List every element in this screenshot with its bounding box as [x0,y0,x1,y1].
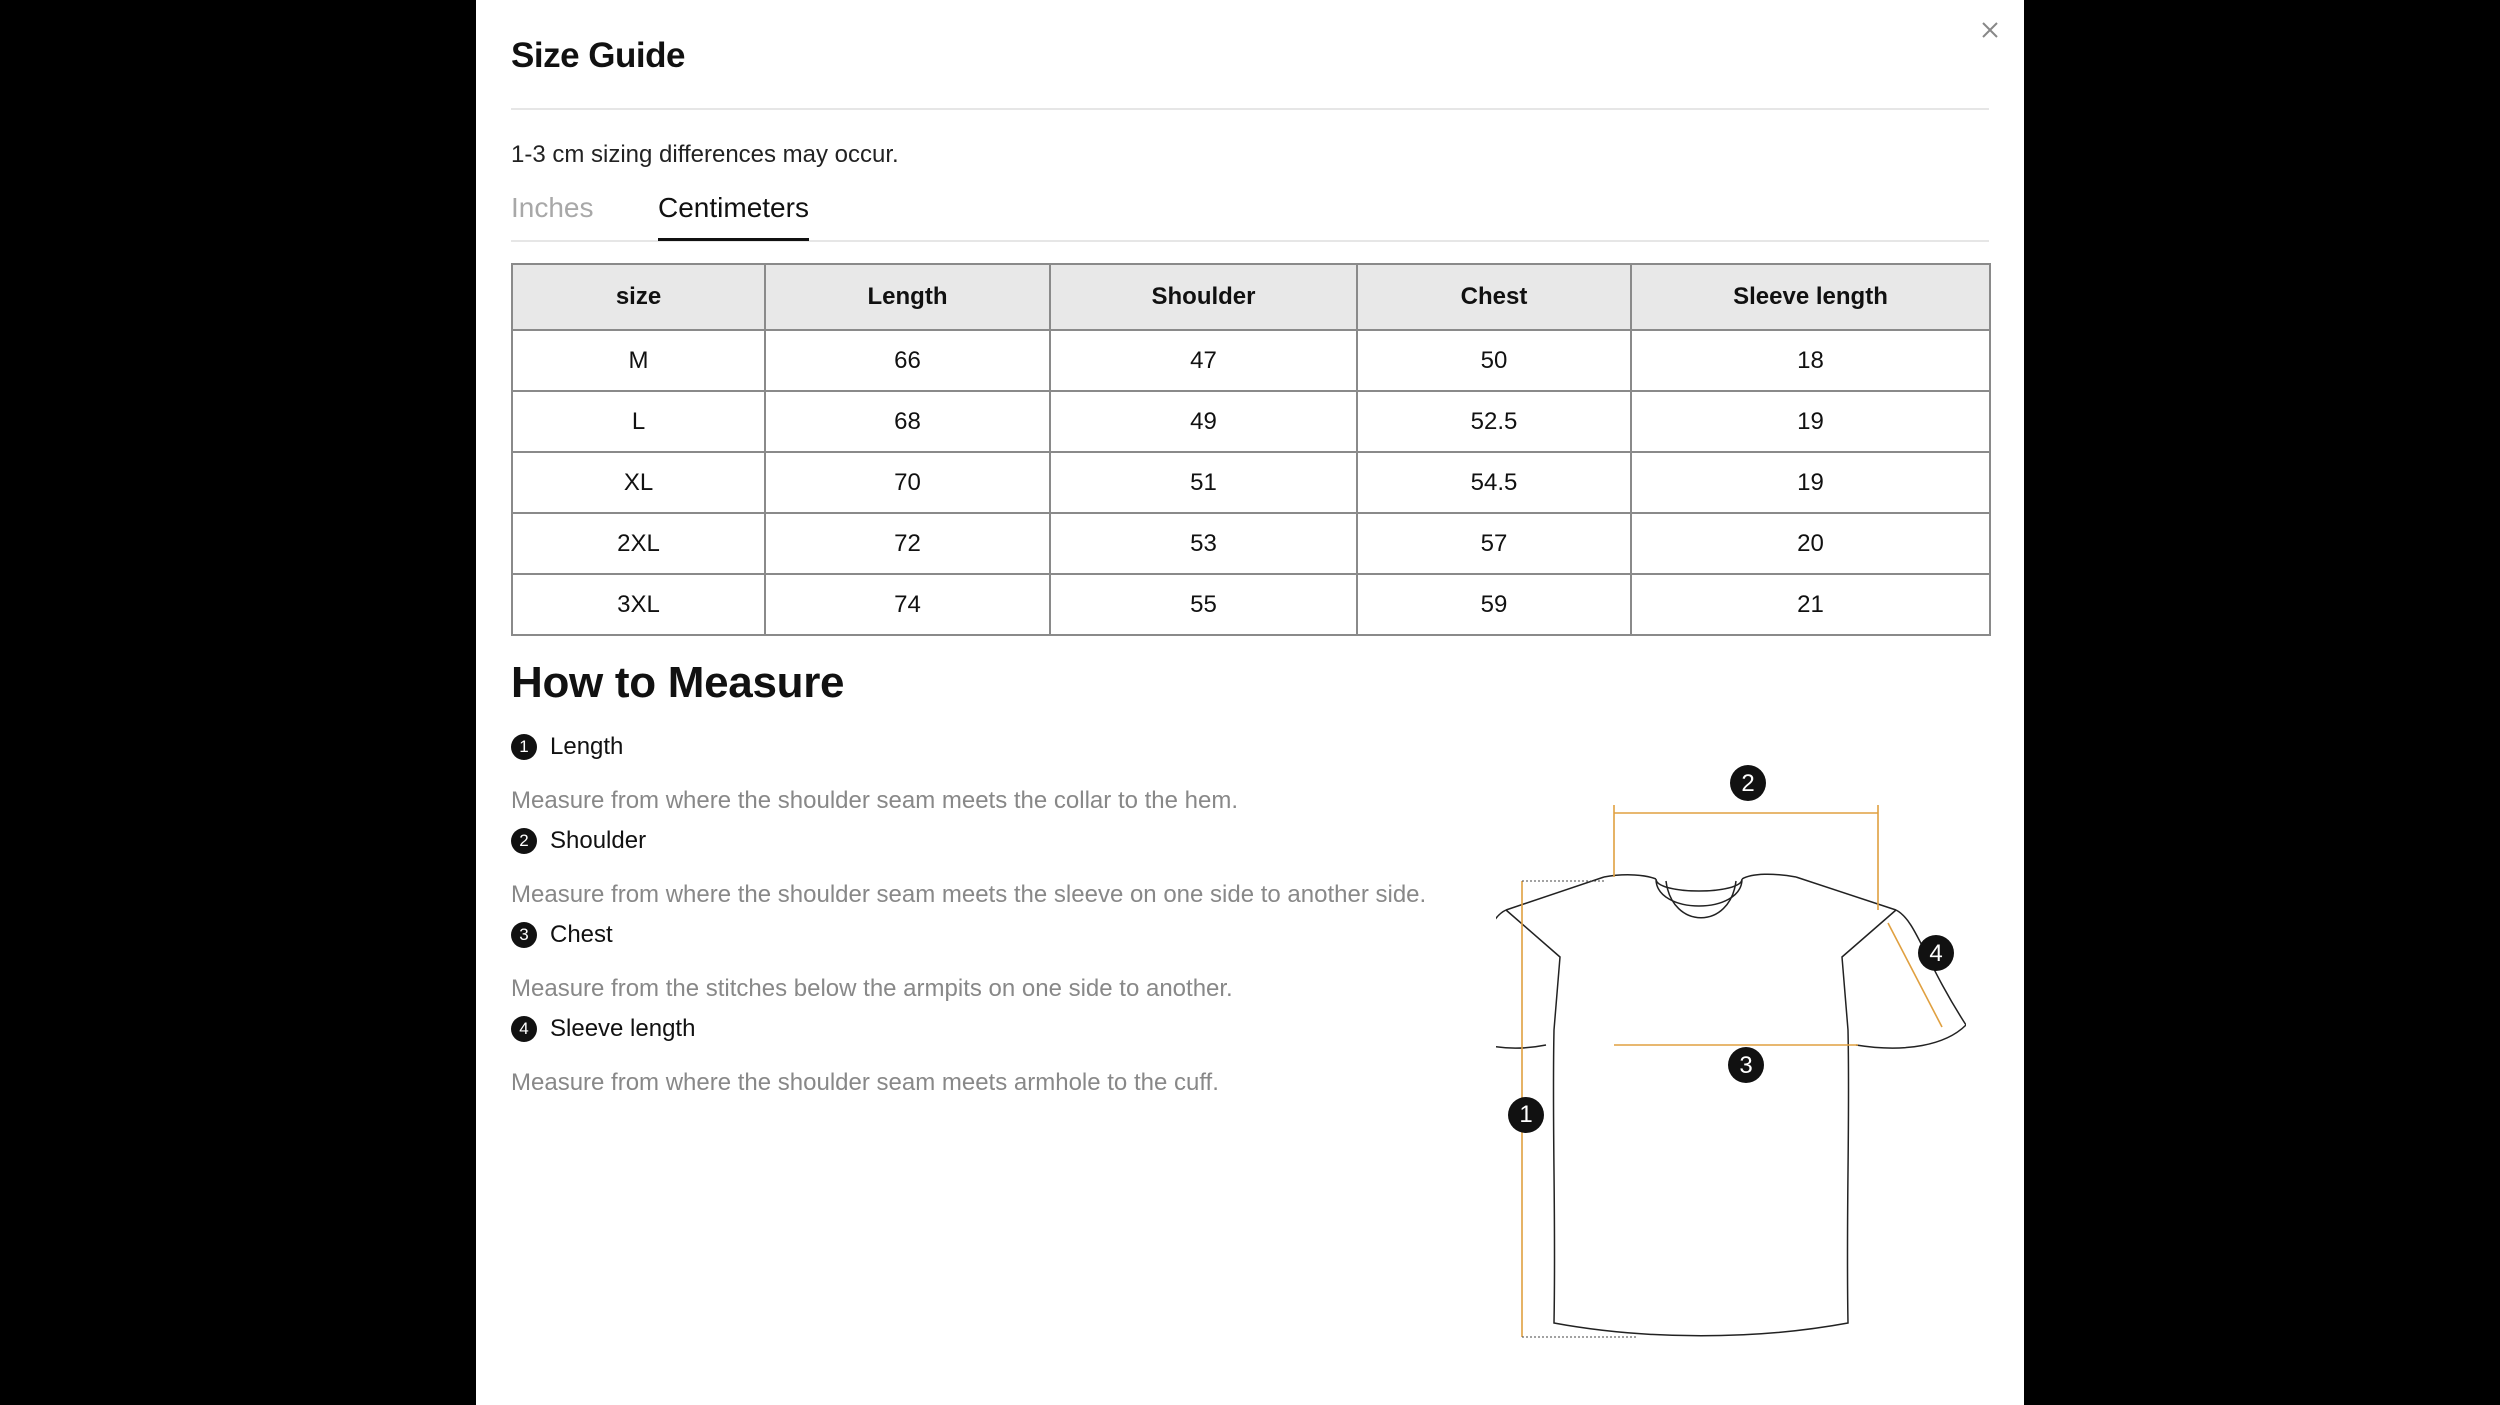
size-guide-modal [476,0,2024,1405]
number-2-icon: 2 [511,828,537,854]
measure-label: Chest [550,921,613,948]
cell-shoulder: 53 [1050,513,1357,574]
marker-3-label: 3 [1739,1052,1753,1079]
marker-2-label: 2 [1741,770,1755,797]
number-1-icon: 1 [511,734,537,760]
tshirt-outline-icon [1496,874,1966,1336]
table-row [512,330,1990,391]
cell-chest: 57 [1357,513,1631,574]
number-3-icon: 3 [511,922,537,948]
measure-description: Measure from the stitches below the armpits on one side to another. [511,975,1233,1002]
number-4-icon: 4 [511,1016,537,1042]
measure-label: Sleeve length [550,1015,696,1042]
measure-label: Length [550,733,624,760]
how-to-measure-title: How to Measure [511,658,845,707]
table-row [512,452,1990,513]
measure-description: Measure from where the shoulder seam meets the collar to the hem. [511,787,1239,814]
cell-length: 66 [765,330,1050,391]
table-row [512,391,1990,452]
cell-chest: 50 [1357,330,1631,391]
measure-description: Measure from where the shoulder seam meets the sleeve on one side to another side. [511,881,1427,908]
cell-sleeve-length: 20 [1631,513,1990,574]
measure-item-sleeve-length [511,1015,1219,1097]
tab-centimeters[interactable]: Centimeters [658,192,809,241]
header-chest: Chest [1357,264,1631,330]
table-row [512,513,1990,574]
marker-1-badge: 1 [1508,1097,1544,1133]
cell-shoulder: 47 [1050,330,1357,391]
modal-title: Size Guide [511,36,685,75]
measure-label: Shoulder [550,827,647,854]
header-shoulder: Shoulder [1050,264,1357,330]
sizing-note: 1-3 cm sizing differences may occur. [511,141,899,168]
close-icon[interactable] [1978,18,2002,42]
title-divider [511,108,1989,110]
cell-length: 72 [765,513,1050,574]
cell-shoulder: 49 [1050,391,1357,452]
unit-tabs [511,190,1989,242]
cell-size: M [512,330,765,391]
cell-size: L [512,391,765,452]
tab-inches[interactable]: Inches [511,192,594,223]
cell-size: XL [512,452,765,513]
tshirt-diagram [1496,745,1966,1345]
measure-description: Measure from where the shoulder seam meets armhole to the cuff. [511,1069,1219,1096]
cell-length: 74 [765,574,1050,635]
cell-chest: 52.5 [1357,391,1631,452]
marker-4-icon [1918,935,1954,971]
cell-size: 2XL [512,513,765,574]
header-length: Length [765,264,1050,330]
cell-sleeve-length: 19 [1631,452,1990,513]
cell-chest: 54.5 [1357,452,1631,513]
cell-shoulder: 55 [1050,574,1357,635]
measure-item-chest [511,921,1233,1003]
cell-chest: 59 [1357,574,1631,635]
table-header-row [512,264,1990,330]
cell-sleeve-length: 18 [1631,330,1990,391]
header-sleeve-length: Sleeve length [1631,264,1990,330]
measure-item-shoulder [511,827,1426,909]
marker-2-icon [1730,765,1766,801]
measure-item-length [511,733,1238,815]
cell-sleeve-length: 21 [1631,574,1990,635]
marker-4-label: 4 [1929,940,1943,967]
cell-length: 70 [765,452,1050,513]
cell-size: 3XL [512,574,765,635]
table-row [512,574,1990,635]
size-table [511,263,1991,636]
header-size: size [512,264,765,330]
marker-3-icon [1728,1047,1764,1083]
cell-length: 68 [765,391,1050,452]
cell-shoulder: 51 [1050,452,1357,513]
cell-sleeve-length: 19 [1631,391,1990,452]
